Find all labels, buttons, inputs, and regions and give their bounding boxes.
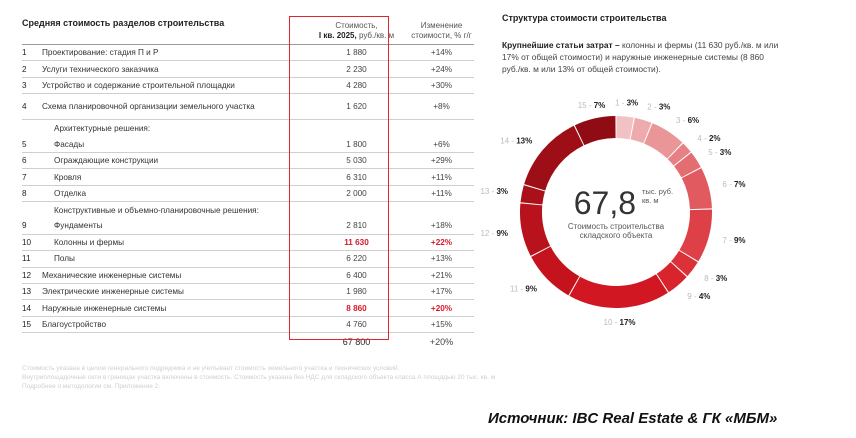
row-number: 1 bbox=[22, 45, 42, 61]
row-name: Устройство и содержание строительной площадки bbox=[42, 77, 304, 93]
row-value: 1 800 bbox=[304, 136, 409, 152]
row-number: 3 bbox=[22, 77, 42, 93]
row-number: 9 bbox=[22, 218, 42, 234]
slice-label-1: 1 - 3% bbox=[615, 98, 639, 108]
total-value: 67 800 bbox=[342, 337, 371, 347]
row-number: 15 bbox=[22, 316, 42, 332]
row-change: +22% bbox=[409, 234, 474, 250]
table-row bbox=[22, 284, 474, 300]
row-value: 4 760 bbox=[304, 316, 409, 332]
footnote-line-1: Стоимость указана в целом генерального подрядчика и не учитывает стоимость земельного участка и технических условий. bbox=[22, 365, 400, 372]
center-unit-line2: кв. м bbox=[642, 196, 659, 205]
donut-slice-10 bbox=[569, 274, 667, 308]
slice-label-7: 7 - 9% bbox=[722, 235, 746, 245]
slice-label-5: 5 - 3% bbox=[708, 147, 732, 157]
footnote bbox=[22, 364, 622, 391]
row-number bbox=[22, 202, 42, 218]
row-number: 13 bbox=[22, 284, 42, 300]
row-value: 5 030 bbox=[304, 152, 409, 168]
chart-title: Структура стоимости строительства bbox=[502, 13, 667, 23]
row-name: Проектирование: стадия П и Р bbox=[42, 45, 304, 61]
column-header-change bbox=[409, 18, 474, 45]
center-value: 67,8 bbox=[573, 185, 636, 221]
row-value: 4 280 bbox=[304, 77, 409, 93]
row-value: 6 400 bbox=[304, 267, 409, 283]
table-row bbox=[22, 61, 474, 77]
table-row bbox=[22, 267, 474, 283]
description-text: колонны и фермы (11 630 руб./кв. м или 17% от общей стоимости) и наружные инженерные системы (8 860 руб./кв. м или 13% от общей стоимости). bbox=[502, 40, 779, 74]
row-change: +30% bbox=[409, 77, 474, 93]
row-change: +17% bbox=[409, 284, 474, 300]
row-change: +14% bbox=[409, 45, 474, 61]
highlight-frame bbox=[289, 16, 389, 340]
row-value: 2 230 bbox=[304, 61, 409, 77]
row-number: 11 bbox=[22, 251, 42, 267]
table-total-row bbox=[22, 333, 474, 351]
slice-label-13: 13 - 3% bbox=[480, 186, 509, 196]
row-number: 6 bbox=[22, 152, 42, 168]
donut-slice-12 bbox=[520, 203, 550, 256]
row-change: +20% bbox=[409, 300, 474, 316]
row-name: Электрические инженерные системы bbox=[42, 284, 304, 300]
table-row bbox=[22, 218, 474, 234]
row-change: +11% bbox=[409, 169, 474, 185]
table-row bbox=[22, 169, 474, 185]
col-cost-line3: руб./кв. м bbox=[358, 31, 395, 40]
row-number: 10 bbox=[22, 234, 42, 250]
row-change: +29% bbox=[409, 152, 474, 168]
table-row bbox=[22, 77, 474, 93]
row-name: Ограждающие конструкции bbox=[42, 152, 304, 168]
donut-slice-11 bbox=[531, 247, 579, 296]
slice-label-2: 2 - 3% bbox=[647, 102, 671, 112]
slice-label-9: 9 - 4% bbox=[687, 291, 711, 301]
row-value: 8 860 bbox=[304, 300, 409, 316]
row-value: 1 880 bbox=[304, 45, 409, 61]
center-caption-line2: складского объекта bbox=[579, 231, 653, 240]
table-row bbox=[22, 251, 474, 267]
total-change: +20% bbox=[429, 337, 454, 347]
row-value: 6 220 bbox=[304, 251, 409, 267]
row-value: 6 310 bbox=[304, 169, 409, 185]
slice-label-11: 11 - 9% bbox=[509, 284, 537, 294]
row-change bbox=[409, 202, 474, 218]
row-name: Отделка bbox=[42, 185, 304, 201]
center-caption-line1: Стоимость строительства bbox=[567, 222, 665, 231]
row-name: Фундаменты bbox=[42, 218, 304, 234]
row-number bbox=[22, 120, 42, 136]
col-cost-line2: I кв. 2025, bbox=[318, 31, 357, 40]
col-change-line1: Изменение bbox=[420, 21, 463, 30]
slice-label-10: 10 - 17% bbox=[603, 317, 636, 327]
table-row bbox=[22, 300, 474, 316]
row-value: 1 980 bbox=[304, 284, 409, 300]
row-change: +24% bbox=[409, 61, 474, 77]
slice-label-4: 4 - 2% bbox=[697, 134, 721, 144]
row-value: 11 630 bbox=[304, 234, 409, 250]
row-value: 2 000 bbox=[304, 185, 409, 201]
table-row bbox=[22, 185, 474, 201]
donut-chart bbox=[480, 98, 750, 328]
center-unit-line1: тыс. руб. bbox=[642, 187, 674, 196]
row-number: 4 bbox=[22, 94, 42, 120]
slice-label-14: 14 - 13% bbox=[500, 136, 533, 146]
cost-table bbox=[22, 18, 474, 351]
table-row bbox=[22, 152, 474, 168]
row-change: +8% bbox=[409, 94, 474, 120]
table-row bbox=[22, 316, 474, 332]
row-name: Архитектурные решения: bbox=[54, 123, 151, 133]
row-name: Полы bbox=[42, 251, 304, 267]
row-name: Наружные инженерные системы bbox=[42, 300, 304, 316]
row-change: +13% bbox=[409, 251, 474, 267]
row-number: 12 bbox=[22, 267, 42, 283]
slice-label-15: 15 - 7% bbox=[577, 100, 606, 110]
col-cost-line1: Стоимость, bbox=[335, 21, 378, 30]
col-change-line2: стоимости, % г/г bbox=[411, 31, 472, 40]
row-number: 8 bbox=[22, 185, 42, 201]
donut-slice-14 bbox=[524, 126, 583, 191]
slice-label-8: 8 - 3% bbox=[704, 273, 728, 283]
row-change bbox=[409, 120, 474, 136]
row-change: +11% bbox=[409, 185, 474, 201]
row-change: +15% bbox=[409, 316, 474, 332]
table-row bbox=[22, 45, 474, 61]
row-value: 1 620 bbox=[304, 94, 409, 120]
row-change: +21% bbox=[409, 267, 474, 283]
row-value: 2 810 bbox=[304, 218, 409, 234]
row-change: +18% bbox=[409, 218, 474, 234]
footnote-line-3: Подробнее о методологии см. Приложение 2. bbox=[22, 383, 161, 390]
row-number: 7 bbox=[22, 169, 42, 185]
row-name: Конструктивные и объемно-планировочные решения: bbox=[54, 205, 259, 215]
slice-label-12: 12 - 9% bbox=[480, 229, 509, 239]
row-name: Услуги технического заказчика bbox=[42, 61, 304, 77]
table-title: Средняя стоимость разделов строительства bbox=[22, 18, 304, 45]
row-change: +6% bbox=[409, 136, 474, 152]
description-bold: Крупнейшие статьи затрат – bbox=[502, 40, 620, 50]
table-row bbox=[22, 120, 474, 136]
row-name: Схема планировочной организации земельного участка bbox=[42, 94, 304, 120]
slice-label-3: 3 - 6% bbox=[676, 115, 700, 125]
table-row bbox=[22, 136, 474, 152]
table-row bbox=[22, 202, 474, 218]
row-name: Благоустройство bbox=[42, 316, 304, 332]
table-row bbox=[22, 94, 474, 120]
source-note: Источник: IBC Real Estate & ГК «МБМ» bbox=[488, 410, 778, 427]
row-number: 2 bbox=[22, 61, 42, 77]
row-name: Фасады bbox=[42, 136, 304, 152]
row-name: Колонны и фермы bbox=[42, 234, 304, 250]
row-name: Кровля bbox=[42, 169, 304, 185]
slice-label-6: 6 - 7% bbox=[722, 180, 746, 190]
row-name: Механические инженерные системы bbox=[42, 267, 304, 283]
donut-slice-1 bbox=[616, 116, 633, 139]
footnote-line-2: Внутриплощадочные сети в границах участка включены в стоимость. Стоимость указана без НДС для складского объекта класса А площадью 20 тыс. кв. м bbox=[22, 374, 496, 381]
row-number: 5 bbox=[22, 136, 42, 152]
chart-description bbox=[502, 39, 782, 75]
table-row bbox=[22, 234, 474, 250]
row-number: 14 bbox=[22, 300, 42, 316]
donut-slice-7 bbox=[680, 209, 712, 261]
